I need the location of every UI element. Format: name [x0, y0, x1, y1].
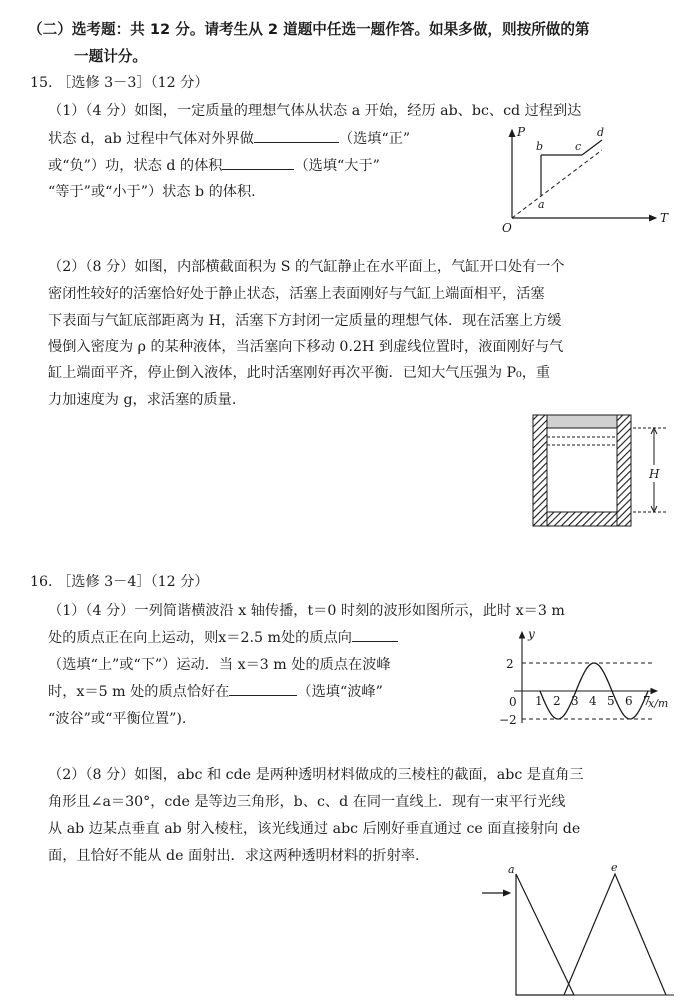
prism-diagram [474, 862, 679, 997]
y-tick-2: 2 [506, 657, 514, 671]
point-d-label: d [597, 126, 605, 139]
piston [547, 415, 617, 428]
answer-blank-direction[interactable] [352, 627, 398, 642]
q15-part1-line1: （1）（4 分）如图，一定质量的理想气体从状态 a 开始，经历 ab、bc、cd 过程到达 [48, 103, 582, 119]
x-tick-2: 2 [553, 694, 561, 708]
q16-part1-line1: （1）（4 分）一列简谐横波沿 x 轴传播，t＝0 时刻的波形如图所示，此时 x＝3 m [48, 603, 565, 619]
q16-part1-text: 时，x＝5 m 处的质点恰好在 [48, 684, 230, 700]
q15-part2-line4: 慢倒入密度为 ρ 的某种液体，当活塞向下移动 0.2H 到虚线位置时，液面刚好与气 [48, 339, 564, 355]
h-label: H [649, 467, 660, 481]
y-axis-label: y [528, 627, 535, 641]
q16-part1-text: （选填“波峰” [297, 684, 383, 700]
pt-graph [498, 125, 673, 238]
point-a-label: a [538, 198, 545, 211]
p-axis-label: P [517, 125, 526, 139]
x-tick-4: 4 [589, 694, 597, 708]
q15-part2-line5: 缸上端面平齐，停止倒入液体，此时活塞刚好再次平衡．已知大气压强为 P₀，重 [48, 365, 551, 381]
q15-part2-line1: （2）（8 分）如图，内部横截面积为 S 的气缸静止在水平面上，气缸开口处有一个 [48, 259, 565, 275]
x-tick-7: 7 [643, 694, 651, 708]
q16-part1-line3: （选填“上”或“下”）运动．当 x＝3 m 处的质点在波峰 [48, 657, 391, 673]
t-axis-label: T [660, 211, 669, 225]
section-heading-cont: 一题计分。 [74, 48, 147, 65]
point-b-label: b [536, 140, 544, 153]
vertex-e-label: e [611, 861, 618, 874]
origin-label: O [502, 221, 512, 235]
q15-part2-line3: 下表面与气缸底部距离为 H，活塞下方封闭一定质量的理想气体．现在活塞上方缓 [48, 313, 562, 329]
triangle-cde [564, 874, 666, 995]
q16-part2-line3: 从 ab 边某点垂直 ab 射入棱柱，该光线通过 abc 后刚好垂直通过 ce 面直接射向 de [48, 821, 581, 837]
cylinder-bottom [547, 512, 617, 526]
x-axis-label: x/m [648, 697, 669, 710]
triangle-abc [516, 874, 574, 995]
q16-part2-line4: 面，且恰好不能从 de 面射出．求这两种透明材料的折射率. [48, 848, 420, 864]
q15-part1-text: 或“负”）功，状态 d 的体积 [48, 158, 223, 174]
q16-header: 16. ［选修 3－4］（12 分） [30, 574, 209, 590]
x-tick-1: 1 [535, 694, 543, 708]
vertex-a-label: a [508, 863, 515, 876]
q16-part1-line4 [48, 681, 383, 701]
q15-part1-line2 [48, 128, 410, 148]
q16-part1-line5: “波谷”或“平衡位置”). [48, 711, 187, 727]
x-tick-3: 3 [571, 694, 579, 708]
q15-part2-line2: 密闭性较好的活塞恰好处于静止状态，活塞上表面刚好与气缸上端面相平，活塞 [48, 286, 545, 302]
section-heading: （二）选考题：共 12 分。请考生从 2 道题中任选一题作答。如果多做，则按所做的第 [28, 21, 590, 38]
answer-blank-position[interactable] [229, 681, 297, 696]
y-tick-neg2: −2 [499, 713, 517, 727]
q15-part1-text: （选填“正” [338, 131, 411, 147]
answer-blank-volume[interactable] [222, 155, 294, 170]
q15-part1-line3 [48, 155, 380, 175]
wave-graph [492, 628, 677, 728]
q15-part1-line4: “等于”或“小于”）状态 b 的体积. [48, 184, 256, 200]
q15-part2-line6: 力加速度为 g，求活塞的质量. [48, 392, 237, 408]
q16-part1-line2 [48, 627, 398, 647]
q15-part1-text: （选填“大于” [294, 158, 380, 174]
q15-header: 15. ［选修 3－3］（12 分） [30, 75, 209, 91]
x-tick-6: 6 [625, 694, 633, 708]
q16-part2-line1: （2）（8 分）如图，abc 和 cde 是两种透明材料做成的三棱柱的截面，abc 是直角三 [48, 767, 584, 783]
cylinder-diagram [528, 410, 678, 535]
cylinder-left-wall [533, 415, 547, 526]
q16-part1-text: 处的质点正在向上运动，则x＝2.5 m处的质点向 [48, 630, 352, 646]
q16-part2-line2: 角形且∠a＝30°，cde 是等边三角形，b、c、d 在同一直线上．现有一束平行光线 [48, 794, 566, 810]
answer-blank-work[interactable] [254, 128, 339, 143]
point-c-label: c [575, 140, 582, 153]
cylinder-right-wall [617, 415, 631, 526]
origin-label: 0 [509, 695, 517, 709]
q15-part1-text: 状态 d，ab 过程中气体对外界做 [48, 131, 254, 147]
x-tick-5: 5 [607, 694, 615, 708]
dashed-origin-line [512, 150, 602, 218]
